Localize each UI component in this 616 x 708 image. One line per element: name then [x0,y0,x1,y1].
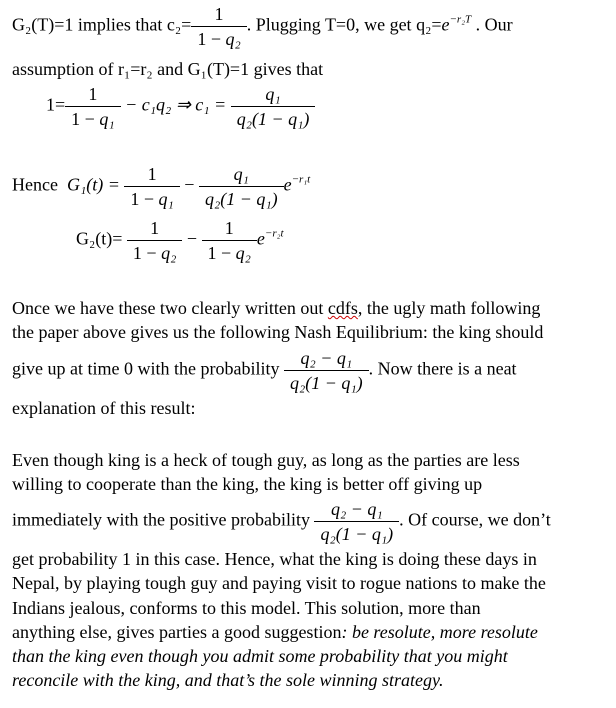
denominator-var: q₁ [158,189,174,209]
exponent: −r₂T [449,13,472,26]
fraction [194,2,243,51]
denominator: q₂(1 − q₁) [320,524,394,544]
paragraph-line: explanation of this result: [12,398,196,418]
denominator: 1 − [71,109,100,129]
misspelled-word: cdfs [327,298,358,318]
denominator: 1 − [130,189,159,209]
text: immediately with the positive probability [12,509,310,530]
numerator: 1 [124,162,179,187]
denominator: q₂(1 − q₁) [289,373,363,393]
paragraph-line: Nepal, by playing tough guy and paying visit to rogue nations to make the [12,573,546,593]
paragraph-line: Even though king is a heck of tough guy, as long as the parties are less [12,450,520,470]
denominator-var: q₂ [225,29,241,49]
paragraph-line [12,621,538,643]
fraction [202,162,281,211]
equation-g2 [76,216,284,265]
paragraph-line [12,497,551,546]
paragraph-line [12,297,540,319]
italic-text: : be resolute, more resolute [341,622,538,642]
exp-base: e [256,228,265,249]
exp-base: e [441,14,450,35]
numerator: q₂ − q₁ [314,497,399,522]
text: − [182,228,202,249]
paragraph-line: willing to cooperate than the king, the king is better off giving up [12,474,483,494]
denominator: q₂(1 − q₁) [204,189,278,209]
paragraph-line: get probability 1 in this case. Hence, what the king is doing these days in [12,549,537,569]
text: − c₁q₂ ⇒ c₁ = [120,94,231,115]
denominator-var: q₂ [161,243,177,263]
numerator: 1 [65,82,120,107]
denominator: 1 − [197,29,226,49]
text: 1= [46,94,66,115]
fraction [234,82,313,131]
text: give up at time 0 with the probability [12,358,280,379]
text: . Our [471,14,513,35]
paragraph-line: Indians jealous, conforms to this model. This solution, more than [12,598,481,618]
equation-g1 [12,162,310,211]
numerator: 1 [127,216,182,241]
paragraph-line: assumption of r₁=r₂ and G₁(T)=1 gives that [12,59,324,79]
numerator: q₁ [231,82,316,107]
fraction [205,216,254,265]
text: − [179,174,199,195]
numerator: q₂ − q₁ [284,346,369,371]
text: G₂(T)=1 implies that c₂= [12,14,192,35]
paragraph-line: than the king even though you admit some probability that you might [12,646,508,666]
equation-c1 [46,82,315,131]
denominator: q₂(1 − q₁) [236,109,310,129]
fraction [127,162,176,211]
fraction [130,216,179,265]
text: Hence [12,174,58,195]
paragraph-line [12,346,517,395]
text: Once we have these two clearly written out [12,298,328,318]
text: . Plugging T=0, we get q₂= [246,14,442,35]
exp-base: e [283,174,292,195]
paragraph-line: reconcile with the king, and that’s the sole winning strategy. [12,670,444,690]
paragraph-line [12,2,513,51]
numerator: 1 [202,216,257,241]
denominator: 1 − [207,243,236,263]
numerator: 1 [191,2,246,27]
fraction [287,346,366,395]
denominator-var: q₂ [235,243,251,263]
fraction [68,82,117,131]
numerator: q₁ [199,162,284,187]
text: G₁(t) = [66,174,125,195]
text: , the ugly math following [357,298,541,318]
denominator-var: q₁ [99,109,115,129]
exponent: −r₁t [291,173,311,186]
text: . Now there is a neat [368,358,517,379]
fraction [317,497,396,546]
text: . Of course, we don’t [399,509,551,530]
paragraph-line: the paper above gives us the following Nash Equilibrium: the king should [12,322,544,342]
text: anything else, gives parties a good suggestion [12,622,342,642]
denominator: 1 − [132,243,162,263]
text: G₂(t)= [76,228,127,249]
exponent: −r₂t [264,227,284,240]
